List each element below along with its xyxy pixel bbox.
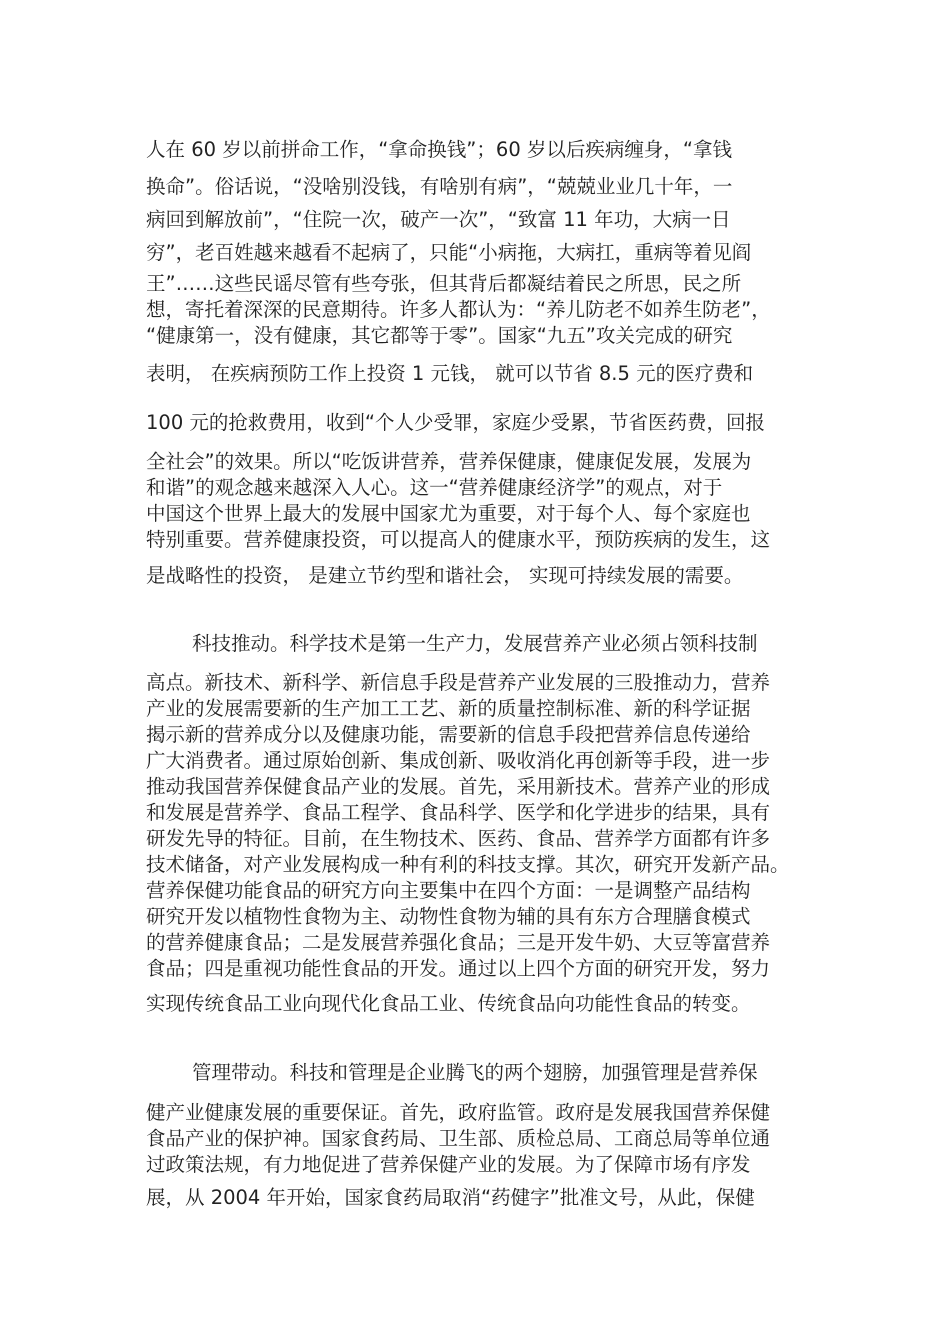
paragraph-line: 王”……这些民谣尽管有些夸张，但其背后都凝结着民之所思，民之所: [146, 272, 742, 295]
paragraph-line: 换命”。俗话说，“没啥别没钱，有啥别有病”，“兢兢业业几十年，一: [146, 175, 733, 198]
paragraph-line: 食品产业的保护神。国家食药局、卫生部、质检总局、工商总局等单位通: [146, 1127, 771, 1150]
paragraph-line: 病回到解放前”，“住院一次，破产一次”，“致富 11 年功，大病一日: [146, 208, 731, 231]
paragraph-line: 研发先导的特征。目前，在生物技术、医药、食品、营养学方面都有许多: [146, 827, 771, 850]
paragraph-line: 和谐”的观念越来越深入人心。这一“营养健康经济学”的观点，对于: [146, 476, 723, 499]
paragraph-line: 推动我国营养保健食品产业的发展。首先，采用新技术。营养产业的形成: [146, 775, 771, 798]
paragraph-line: “健康第一，没有健康，其它都等于零”。国家“九五”攻关完成的研究: [146, 324, 733, 347]
paragraph-line: 产业的发展需要新的生产加工工艺、新的质量控制标准、新的科学证据: [146, 697, 751, 720]
paragraph-line: 表明， 在疾病预防工作上投资 1 元钱， 就可以节省 8.5 元的医疗费和: [146, 362, 754, 385]
paragraph-line: 揭示新的营养成分以及健康功能，需要新的信息手段把营养信息传递给: [146, 723, 751, 746]
paragraph-line: 和发展是营养学、食品工程学、食品科学、医学和化学进步的结果，具有: [146, 801, 771, 824]
paragraph-line: 中国这个世界上最大的发展中国家尤为重要，对于每个人、每个家庭也: [146, 502, 751, 525]
paragraph-line: 100 元的抢救费用，收到“个人少受罪，家庭少受累，节省医药费，回报: [146, 411, 766, 434]
paragraph-line: 的营养健康食品；二是发展营养强化食品；三是开发牛奶、大豆等富营养: [146, 931, 771, 954]
paragraph-line: 特别重要。营养健康投资，可以提高人的健康水平，预防疾病的发生，这: [146, 528, 771, 551]
paragraph-line: 技术储备，对产业发展构成一种有利的科技支撑。其次，研究开发新产品。: [146, 853, 790, 876]
paragraph-line: 广大消费者。通过原始创新、集成创新、吸收消化再创新等手段，进一步: [146, 749, 771, 772]
paragraph-line: 研究开发以植物性食物为主、动物性食物为辅的具有东方合理膳食模式: [146, 905, 751, 928]
paragraph-line: 管理带动。科技和管理是企业腾飞的两个翅膀，加强管理是营养保: [192, 1061, 758, 1084]
paragraph-line: 科技推动。科学技术是第一生产力，发展营养产业必须占领科技制: [192, 632, 758, 655]
paragraph-line: 实现传统食品工业向现代化食品工业、传统食品向功能性食品的转变。: [146, 992, 751, 1015]
paragraph-line: 食品；四是重视功能性食品的开发。通过以上四个方面的研究开发，努力: [146, 957, 771, 980]
paragraph-line: 是战略性的投资， 是建立节约型和谐社会， 实现可持续发展的需要。: [146, 564, 744, 587]
paragraph-line: 健产业健康发展的重要保证。首先，政府监管。政府是发展我国营养保健: [146, 1101, 771, 1124]
paragraph-line: 过政策法规，有力地促进了营养保健产业的发展。为了保障市场有序发: [146, 1153, 751, 1176]
paragraph-line: 全社会”的效果。所以“吃饭讲营养，营养保健康，健康促发展，发展为: [146, 450, 752, 473]
paragraph-line: 想，寄托着深深的民意期待。许多人都认为：“养儿防老不如养生防老”，: [146, 298, 771, 321]
paragraph-line: 营养保健功能食品的研究方向主要集中在四个方面：一是调整产品结构: [146, 879, 751, 902]
paragraph-line: 穷”，老百姓越来越看不起病了，只能“小病拖，大病扛，重病等着见阎: [146, 241, 752, 264]
paragraph-line: 展，从 2004 年开始，国家食药局取消“药健字”批准文号，从此，保健: [146, 1186, 755, 1209]
paragraph-line: 高点。新技术、新科学、新信息手段是营养产业发展的三股推动力，营养: [146, 671, 771, 694]
paragraph-line: 人在 60 岁以前拼命工作，“拿命换钱”；60 岁以后疾病缠身，“拿钱: [146, 138, 733, 161]
